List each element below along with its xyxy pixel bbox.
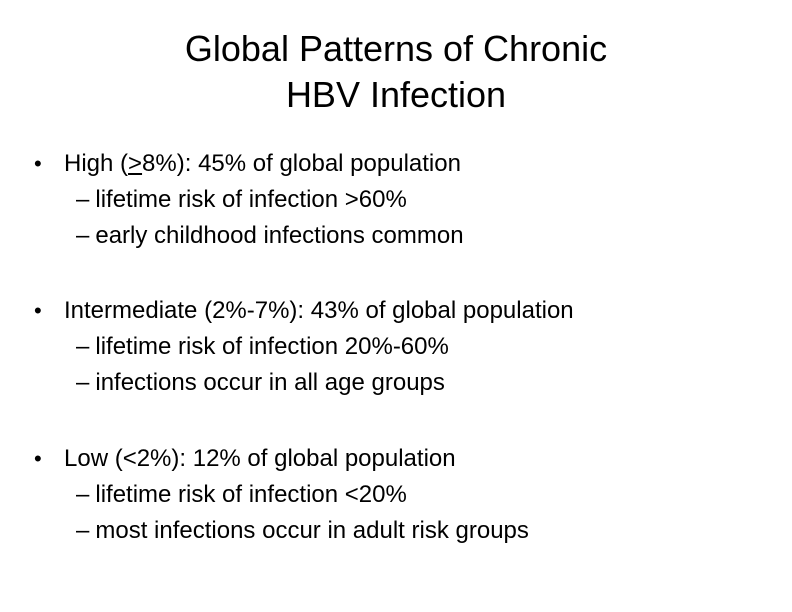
sub-item-text: most infections occur in adult risk groups [95,517,529,544]
sub-item-text: infections occur in all age groups [95,369,445,396]
sub-item-text: lifetime risk of infection 20%-60% [95,333,449,360]
sub-item [34,329,774,365]
dash-icon: – [76,481,90,508]
title-line-1: Global Patterns of Chronic [184,28,608,69]
bullet-item-intermediate [34,293,774,329]
bullet-group-low [34,441,774,549]
sub-item [34,477,774,513]
bullet-dot-icon: • [34,151,42,176]
dash-icon: – [76,222,90,249]
sub-item-text: early childhood infections common [95,222,464,249]
dash-icon: – [76,369,90,396]
bullet-dot-icon: • [34,446,42,471]
bullet-text: Low (<2%): 12% of global population [64,445,456,472]
bullet-group-high [34,146,774,254]
dash-icon: – [76,517,90,544]
bullet-item-low [34,441,774,477]
dash-icon: – [76,333,90,360]
sub-item [34,365,774,401]
sub-item [34,513,774,549]
bullet-dot-icon: • [34,298,42,323]
bullet-item-high [34,146,774,182]
bullet-text: Intermediate (2%-7%): 43% of global population [64,297,574,324]
bullet-text-underlined: > [128,150,143,177]
bullet-group-intermediate [34,293,774,401]
sub-item-text: lifetime risk of infection <20% [95,481,407,508]
bullet-text-prefix: High ( [64,150,129,177]
sub-item-text: lifetime risk of infection >60% [95,186,407,213]
sub-item [34,182,774,218]
bullet-text-suffix: 8%): 45% of global population [142,150,461,177]
slide-title [0,26,792,118]
title-line-2: HBV Infection [285,74,507,115]
sub-item [34,218,774,254]
dash-icon: – [76,186,90,213]
